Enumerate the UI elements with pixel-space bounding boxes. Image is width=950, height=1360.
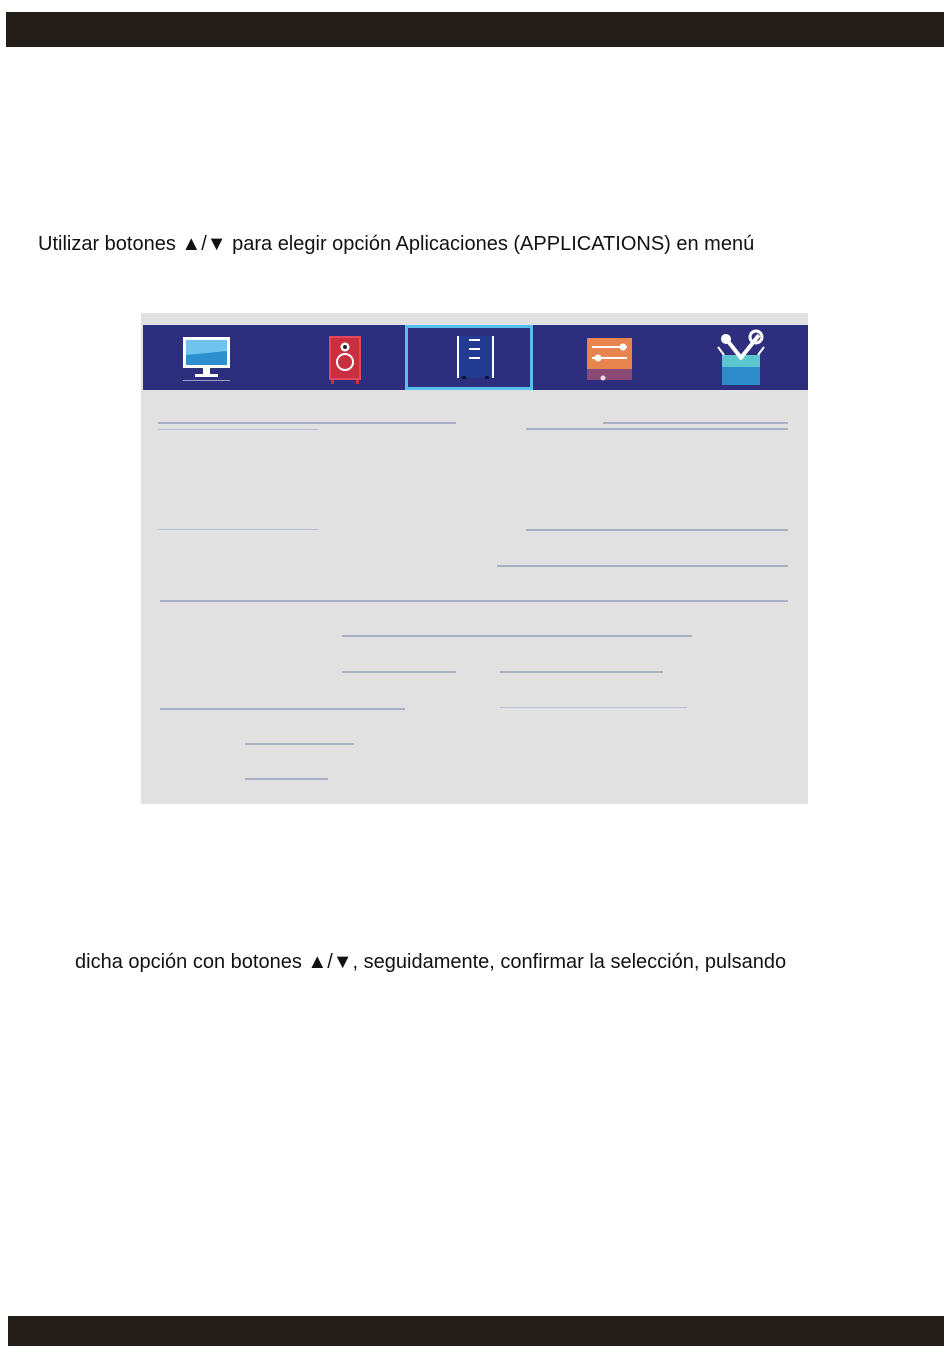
menu-tab-bar: [143, 325, 808, 390]
menu-option-line[interactable]: [160, 708, 405, 710]
menu-option-line[interactable]: [245, 778, 328, 780]
tab-settings[interactable]: [545, 325, 673, 390]
instruction-text-1: Utilizar botones ▲/▼ para elegir opción Aplicaciones (APPLICATIONS) en menú: [38, 233, 755, 255]
monitor-icon: [143, 325, 271, 390]
menu-option-line[interactable]: [526, 529, 788, 531]
menu-option-line[interactable]: [342, 635, 692, 637]
tab-sound[interactable]: [281, 325, 409, 390]
menu-option-line[interactable]: [245, 743, 354, 745]
instruction-text-2: dicha opción con botones ▲/▼, seguidamente, confirmar la selección, pulsando: [75, 951, 787, 973]
tv-menu-screen: [141, 313, 808, 804]
applications-icon: [408, 328, 530, 387]
tab-applications[interactable]: [405, 325, 533, 390]
menu-option-line[interactable]: [342, 671, 456, 673]
tab-picture[interactable]: [143, 325, 271, 390]
menu-option-line[interactable]: [160, 600, 788, 602]
menu-option-line[interactable]: [500, 671, 663, 673]
sliders-icon: [545, 325, 673, 390]
menu-option-line[interactable]: [603, 422, 788, 424]
bottom-footer-bar: [8, 1316, 944, 1346]
menu-option-line[interactable]: [158, 429, 318, 430]
top-header-bar: [6, 12, 944, 47]
tools-icon: [678, 325, 806, 390]
menu-option-line[interactable]: [158, 422, 456, 424]
menu-option-line[interactable]: [497, 565, 788, 567]
menu-option-line[interactable]: [526, 428, 788, 430]
speaker-icon: [281, 325, 409, 390]
menu-option-line[interactable]: [500, 707, 687, 708]
menu-option-line[interactable]: [158, 529, 318, 530]
tab-tools[interactable]: [678, 325, 806, 390]
